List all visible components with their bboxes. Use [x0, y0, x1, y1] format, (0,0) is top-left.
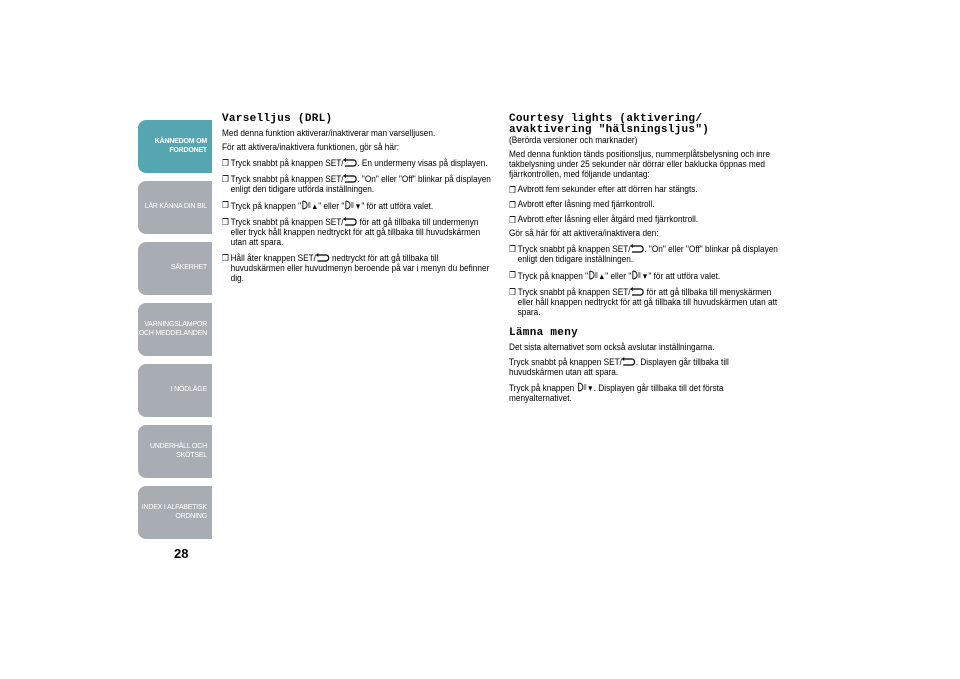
tab-kannedom-om-fordonet[interactable] [138, 120, 212, 173]
paragraph: För att aktivera/inaktivera funktionen, gör så här: [222, 141, 400, 153]
bullet-icon: ❐ [509, 215, 516, 225]
return-arrow-icon [631, 287, 645, 296]
heading-line: Courtesy lights (aktivering/ [509, 113, 703, 125]
tab-label: LÄR KÄNNA DIN BIL [144, 203, 207, 211]
text: . "On" eller "Off" blinkar på displayen enligt den tidigare inställningen. [517, 244, 778, 265]
text: Tryck snabbt på knappen SET/ [230, 157, 344, 169]
return-arrow-icon [622, 357, 636, 366]
section-heading-courtesy-lights [509, 114, 781, 135]
paragraph: Gör så här för att aktivera/inaktivera den: [509, 228, 659, 239]
list-item [509, 200, 781, 210]
light-button-icon [344, 200, 354, 210]
tab-label: UNDERHÅLL OCH SKÖTSEL [149, 443, 207, 459]
bullet-icon: ❐ [222, 173, 229, 184]
text: för att gå tillbaka till menyskärmen eller håll knappen nedtryckt för att gå tillbaka till huvudskärmen utan att spara. [517, 287, 778, 318]
text: nedtryckt för att gå tillbaka till huvudskärmen eller huvudmenyn beroende på var i menyn du befinner dig. [230, 252, 490, 284]
chapter-tabs [138, 120, 212, 547]
list-item [509, 270, 781, 282]
tab-label: VARNINGSLAMPOR OCH MEDDELANDEN [138, 321, 207, 337]
text: " för att utföra valet. [361, 200, 434, 212]
bullet-icon: ❐ [509, 200, 516, 210]
page-number: 28 [174, 546, 189, 561]
return-arrow-icon [344, 217, 358, 226]
tab-label: INDEX I ALFABETISK ORDNING [141, 504, 207, 520]
text: " eller " [605, 271, 632, 282]
paragraph [509, 357, 781, 378]
text: Avbrott fem sekunder efter att dörren har stängts. [517, 184, 698, 195]
list-item [509, 287, 781, 318]
text: Tryck på knappen " [517, 271, 589, 282]
tab-lar-kanna-din-bil[interactable] [138, 181, 212, 234]
text: " eller " [318, 200, 345, 212]
list-item [509, 185, 781, 195]
list-item [222, 253, 494, 284]
down-arrow-icon: ▼ [354, 201, 362, 211]
return-arrow-icon [344, 174, 358, 183]
text: " för att utföra valet. [648, 271, 721, 282]
text: Avbrott efter låsning med fjärrkontroll. [517, 199, 655, 210]
text: Håll åter knappen SET/ [230, 252, 316, 264]
text: Tryck snabbt på knappen SET/ [230, 173, 344, 185]
bullet-icon: ❐ [509, 270, 516, 280]
left-column [222, 114, 494, 284]
paragraph: Med denna funktion tänds positionsljus, nummerplåtsbelysning och inre takbelysning under 25 sekunder när dörrar eller baklucka öppnas med fjärrkontrollen, med följande undantag: [509, 149, 770, 180]
heading-line: avaktivering "hälsningsljus") [509, 123, 710, 136]
tab-varningslampor[interactable] [138, 303, 212, 356]
light-button-icon [588, 270, 598, 280]
text: Tryck på knappen " [230, 200, 302, 212]
light-button-icon [301, 200, 311, 210]
tab-label: I NÖDLÄGE [170, 386, 207, 394]
tab-label: SÄKERHET [170, 264, 207, 272]
paragraph [509, 382, 781, 404]
text: Tryck snabbt på knappen SET/ [509, 356, 622, 368]
text: . Displayen går tillbaka till huvudskärmen utan att spara. [509, 356, 729, 378]
return-arrow-icon [316, 253, 330, 262]
light-button-icon [631, 270, 641, 280]
list-item [222, 217, 494, 248]
up-arrow-icon: ▲ [311, 201, 319, 211]
list-item [222, 158, 494, 169]
text: . En undermeny visas på displayen. [357, 157, 488, 169]
return-arrow-icon [344, 158, 358, 167]
text: Avbrott efter låsning eller åtgärd med fjärrkontroll. [517, 214, 699, 225]
text: . "On" eller "Off" blinkar på displayen enligt den tidigare utförda inställningen. [230, 173, 491, 195]
up-arrow-icon: ▲ [598, 272, 606, 281]
tab-sakerhet[interactable] [138, 242, 212, 295]
tab-label: KÄNNEDOM OM FORDONET [154, 138, 207, 154]
tab-index[interactable] [138, 486, 212, 539]
text: Tryck snabbt på knappen SET/ [517, 287, 631, 298]
tab-i-nodlage[interactable] [138, 364, 212, 417]
list-item [222, 174, 494, 195]
list-item [509, 215, 781, 225]
paragraph: Med denna funktion aktiverar/inaktiverar man varselljusen. [222, 127, 436, 139]
text: . Displayen går tillbaka till det första menyalternativet. [509, 382, 724, 404]
text: för att gå tillbaka till undermenyn eller tryck håll knappen nedtryckt för att gå tillbaka till huvudskärmen utan att spara. [230, 216, 481, 248]
bullet-icon: ❐ [509, 185, 516, 195]
note: (Berörda versioner och marknader) [509, 135, 638, 146]
return-arrow-icon [631, 244, 645, 253]
text: Tryck på knappen [509, 382, 577, 394]
right-column [509, 114, 781, 404]
bullet-icon: ❐ [222, 216, 229, 227]
list-item [509, 244, 781, 265]
text: Tryck snabbt på knappen SET/ [517, 244, 631, 255]
bullet-icon: ❐ [222, 157, 229, 168]
bullet-icon: ❐ [509, 244, 516, 254]
bullet-icon: ❐ [222, 252, 229, 263]
text: Tryck snabbt på knappen SET/ [230, 216, 344, 228]
list-item [222, 200, 494, 212]
tab-underhall-och-skotsel[interactable] [138, 425, 212, 478]
bullet-icon: ❐ [509, 287, 516, 297]
down-arrow-icon: ▼ [586, 383, 594, 393]
down-arrow-icon: ▼ [641, 272, 649, 281]
paragraph: Det sista alternativet som också avslutar inställningarna. [509, 341, 715, 353]
bullet-icon: ❐ [222, 199, 229, 210]
light-button-icon [577, 382, 587, 392]
section-heading-drl: Varselljus (DRL) [222, 113, 333, 125]
section-heading-lamna-meny: Lämna meny [509, 327, 579, 339]
